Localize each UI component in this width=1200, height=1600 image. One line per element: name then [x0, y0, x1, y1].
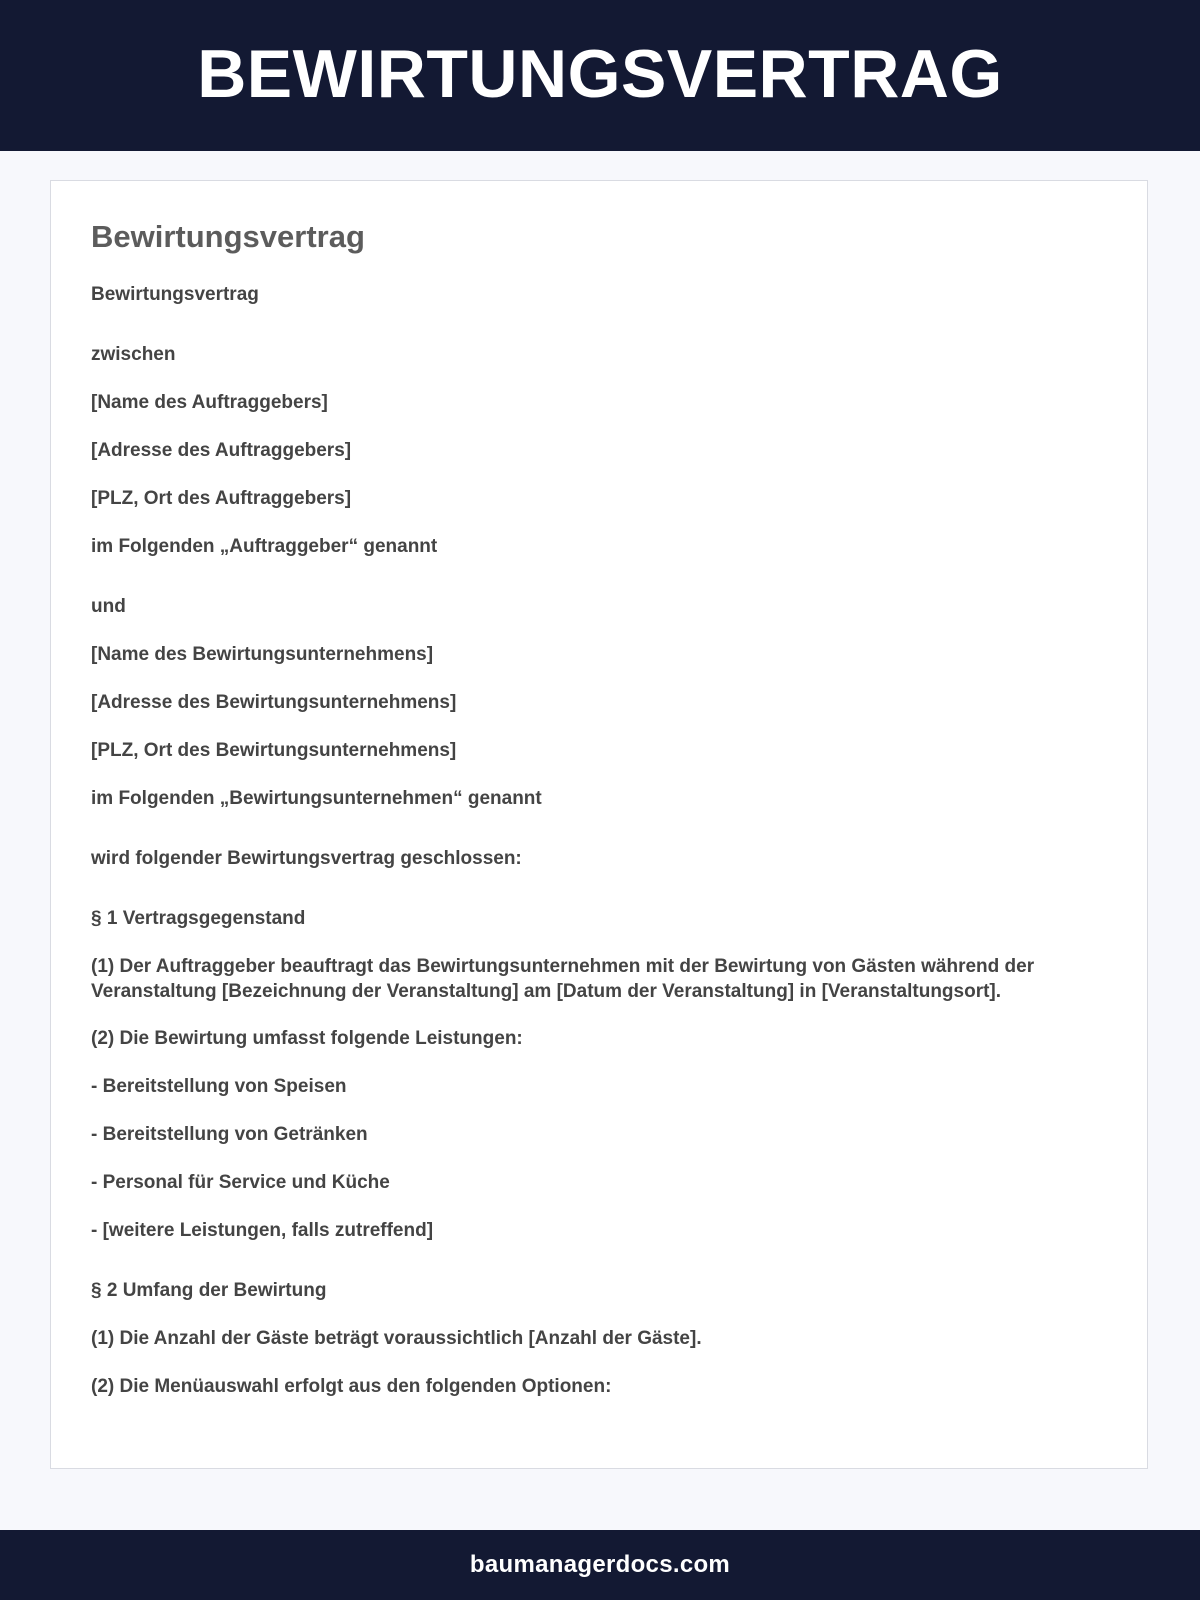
page-header: [0, 0, 1200, 151]
section-1-heading: § 1 Vertragsgegenstand: [91, 908, 306, 929]
caterer-city: [PLZ, Ort des Bewirtungsunternehmens]: [91, 740, 457, 761]
caterer-designation: im Folgenden „Bewirtungsunternehmen“ genannt: [91, 788, 542, 809]
client-designation: im Folgenden „Auftraggeber“ genannt: [91, 536, 438, 557]
client-address: [Adresse des Auftraggebers]: [91, 440, 352, 461]
service-item: - Bereitstellung von Getränken: [91, 1124, 368, 1145]
section-2-paragraph-1: (1) Die Anzahl der Gäste beträgt voraussichtlich [Anzahl der Gäste].: [91, 1328, 702, 1349]
client-name: [Name des Auftraggebers]: [91, 392, 328, 413]
document-title: Bewirtungsvertrag: [91, 219, 365, 254]
contract-preamble: wird folgender Bewirtungsvertrag geschlossen:: [91, 848, 522, 869]
doc-heading-line: Bewirtungsvertrag: [91, 284, 259, 305]
footer-site-name: baumanagerdocs.com: [469, 1551, 731, 1578]
section-1-paragraph-1: (1) Der Auftraggeber beauftragt das Bewirtungsunternehmen mit der Bewirtung von Gästen während der Veranstaltung [Bezeichnung der Veranstaltung] am [Datum der Veranstaltung] in [Veranstaltungsort].: [91, 956, 1035, 1002]
section-1-paragraph-2: (2) Die Bewirtung umfasst folgende Leistungen:: [91, 1028, 523, 1049]
header-title: BEWIRTUNGSVERTRAG: [197, 35, 1003, 112]
service-item: - Personal für Service und Küche: [91, 1172, 390, 1193]
party-connector: und: [91, 596, 126, 617]
section-2-paragraph-2: (2) Die Menüauswahl erfolgt aus den folgenden Optionen:: [91, 1376, 612, 1397]
client-city: [PLZ, Ort des Auftraggebers]: [91, 488, 352, 509]
caterer-name: [Name des Bewirtungsunternehmens]: [91, 644, 434, 665]
page-footer: [0, 1530, 1200, 1600]
document-card: [50, 180, 1148, 1469]
service-item: - [weitere Leistungen, falls zutreffend]: [91, 1220, 434, 1241]
section-2-heading: § 2 Umfang der Bewirtung: [91, 1280, 327, 1301]
caterer-address: [Adresse des Bewirtungsunternehmens]: [91, 692, 457, 713]
service-item: - Bereitstellung von Speisen: [91, 1076, 347, 1097]
party-intro: zwischen: [91, 344, 176, 365]
